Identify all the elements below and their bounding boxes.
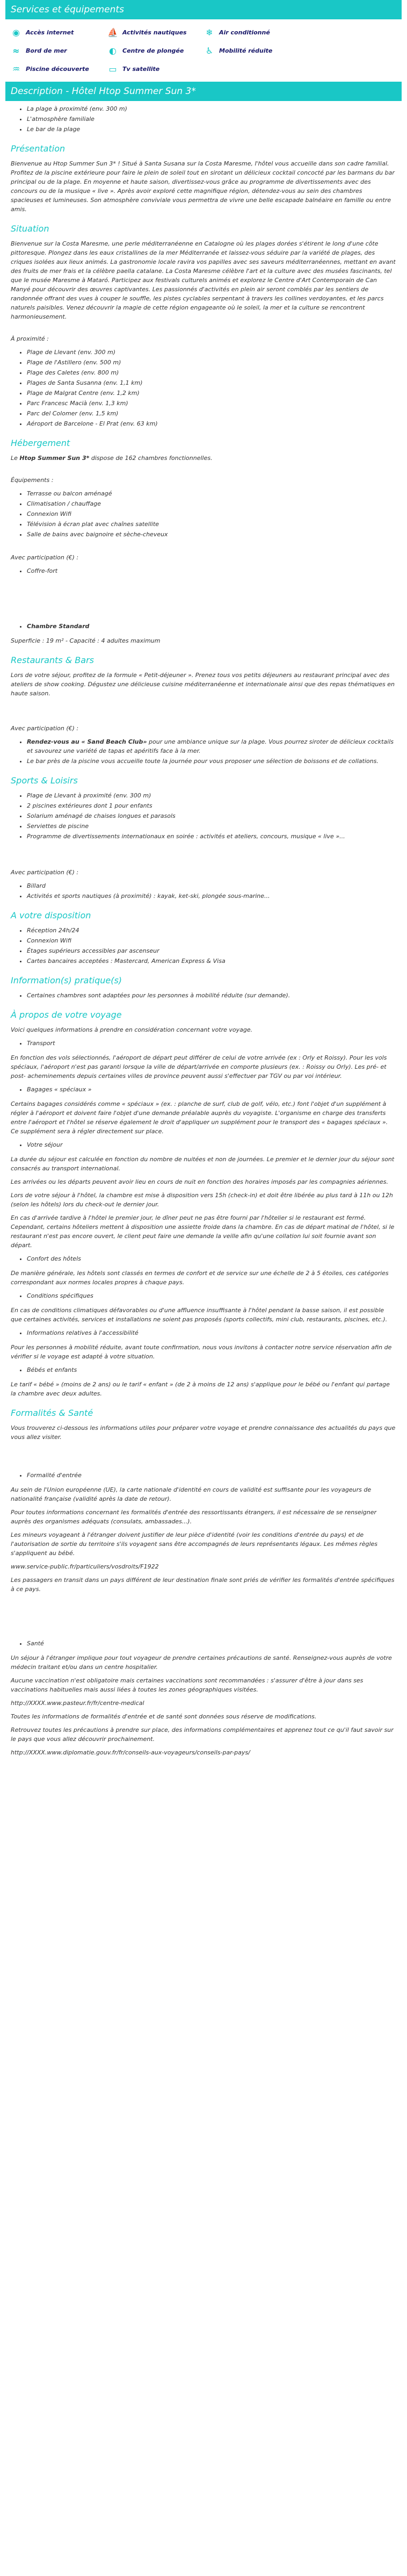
- admin-link[interactable]: www.service-public.fr/particuliers/vosdroits/F1922: [11, 1563, 159, 1570]
- sante-link-2[interactable]: http://XXXX.www.diplomatie.gouv.fr/fr/conseils-aux-voyageurs/conseils-par-pays/: [11, 1749, 250, 1756]
- subheading: • Conditions spécifiques: [27, 1291, 396, 1300]
- equipment-item: [11, 27, 107, 38]
- proximity-label: À proximité :: [11, 335, 49, 342]
- room-info: Superficie : 19 m² - Capacité : 4 adultes maximum: [11, 637, 161, 644]
- infos-list: [27, 991, 396, 1000]
- restaurants-list: [27, 737, 396, 766]
- list-item: • La plage à proximité (env. 300 m): [27, 104, 396, 113]
- voyage-bebe: [27, 1365, 396, 1375]
- list-item: • Cartes bancaires acceptées : Mastercard, American Express & Visa: [27, 956, 396, 966]
- sejour-text-4: En cas d'arrivée tardive à l'hôtel le premier jour, le dîner peut ne pas être fourni par l'hôtelier si le restaurant est fermé. Cependant, certains hôteliers mettent à disposition une assiette froide dans la chambre. En cas de départ matinal de l'hôtel, si le restaurant n'est pas encore ouvert, le client peut faire une demande la veille afin qu'une collation lui soit fournie avant son départ.: [11, 1214, 395, 1249]
- list-item: • Plage des Caletes (env. 800 m): [27, 368, 396, 377]
- list-item: • Coffre-fort: [27, 566, 396, 575]
- sante-text-3: Toutes les informations de formalités d'entrée et de santé sont données sous réserve de modifications.: [11, 1713, 317, 1720]
- sante-link-1[interactable]: http://XXXX.www.pasteur.fr/fr/centre-medical: [11, 1700, 144, 1707]
- subheading: • Bébés et enfants: [27, 1365, 396, 1375]
- bebe-text: Le tarif « bébé » (moins de 2 ans) ou le tarif « enfant » (de 2 à moins de 12 ans) s'applique pour le bébé ou l'enfant qui partage la chambre avec deux adultes.: [11, 1381, 390, 1397]
- voyage-intro: Voici quelques informations à prendre en considération concernant votre voyage.: [11, 1026, 253, 1033]
- sejour-text-1: La durée du séjour est calculée en fonction du nombre de nuitées et non de journées. Le premier et le dernier jour du séjour sont consacrés au transport international.: [11, 1156, 395, 1172]
- voyage-title: À propos de votre voyage: [11, 1010, 122, 1020]
- equipment-item: [107, 45, 204, 56]
- hebergement-title: Hébergement: [11, 438, 70, 448]
- subheading: • Transport: [27, 1039, 396, 1048]
- proximity-list: [27, 348, 396, 428]
- list-item: • Activités et sports nautiques (à proximité) : kayak, ket-ski, plongée sous-marine...: [27, 891, 396, 901]
- sports-list: [27, 791, 396, 841]
- tv-icon: ▭: [108, 63, 117, 74]
- disposition-list: [27, 926, 396, 966]
- room-type: • Chambre Standard: [27, 622, 396, 631]
- list-item: • Serviettes de piscine: [27, 822, 396, 831]
- voyage-conditions: [27, 1291, 396, 1300]
- presentation-title: Présentation: [11, 143, 66, 154]
- equipment-label: Piscine découverte: [26, 65, 89, 73]
- subheading: • Confort des hôtels: [27, 1254, 396, 1263]
- admin-text-1: Au sein de l'Union européenne (UE), la carte nationale d'identité en cours de validité est suffisante pour les voyageurs de nationalité française (validité après la date de retour).: [11, 1486, 372, 1502]
- disposition-title: A votre disposition: [11, 910, 91, 920]
- sejour-text-3: Lors de votre séjour à l'hôtel, la chambre est mise à disposition vers 15h (check-in) et doit être libérée au plus tard à 11h ou 12h (selon les hôtels) lors du check-out le dernier jour.: [11, 1192, 393, 1208]
- list-item: • L'atmosphère familiale: [27, 114, 396, 124]
- hebergement-equip-list: [27, 489, 396, 539]
- restaurants-title: Restaurants & Bars: [11, 655, 94, 665]
- description-banner: Description - Hôtel Htop Summer Sun 3*: [5, 82, 402, 101]
- hebergement-supplement-label: Avec participation (€) :: [11, 554, 79, 561]
- list-item: • Climatisation / chauffage: [27, 499, 396, 508]
- list-item: • Terrasse ou balcon aménagé: [27, 489, 396, 498]
- list-item: • 2 piscines extérieures dont 1 pour enfants: [27, 801, 396, 810]
- access-text: Pour les personnes à mobilité réduite, avant toute confirmation, nous vous invitons à contacter notre service réservation afin de vérifier si le voyage est adapté à votre situation.: [11, 1344, 392, 1360]
- voyage-sejour: [27, 1140, 396, 1149]
- snowflake-icon: ❄: [206, 27, 213, 38]
- voyage-confort: [27, 1254, 396, 1263]
- formalites-title: Formalités & Santé: [11, 1408, 93, 1418]
- equipments-grid: [0, 19, 407, 82]
- sante-text-4: Retrouvez toutes les précautions à prendre sur place, des informations complémentaires et apprenez tout ce qu'il faut savoir sur le pays que vous allez découvrir prochainement.: [11, 1726, 394, 1743]
- sports-title: Sports & Loisirs: [11, 775, 78, 786]
- list-item: • Connexion Wifi: [27, 936, 396, 945]
- equipment-label: Tv satellite: [122, 65, 160, 73]
- infos-title: Information(s) pratique(s): [11, 975, 122, 985]
- list-item: • Aéroport de Barcelone - El Prat (env. 63 km): [27, 419, 396, 428]
- sante-text-1: Un séjour à l'étranger implique pour tout voyageur de prendre certaines précautions de santé. Renseignez-vous auprès de votre médecin traitant et/ou dans un centre hospitalier.: [11, 1654, 392, 1671]
- equipment-label: Air conditionné: [219, 28, 270, 36]
- sejour-text-2: Les arrivées ou les départs peuvent avoir lieu en cours de nuit en fonction des horaires imposés par les compagnies aériennes.: [11, 1178, 388, 1185]
- list-item: • Plage de Malgrat Centre (env. 1,2 km): [27, 388, 396, 398]
- formalites-admin: [27, 1471, 396, 1480]
- pool-icon: ♒: [12, 63, 20, 74]
- list-item: • Télévision à écran plat avec chaînes satellite: [27, 520, 396, 529]
- hebergement-equip-label: Équipements :: [11, 477, 54, 484]
- wheelchair-icon: ♿: [205, 45, 214, 56]
- equipment-item: [107, 27, 204, 38]
- diving-icon: ◐: [109, 45, 117, 56]
- admin-text-4: Les passagers en transit dans un pays différent de leur destination finale sont priés de vérifier les formalités d'entrée spécifiques à ce pays.: [11, 1577, 395, 1593]
- equipment-item: [11, 63, 107, 74]
- highlights-list: [27, 104, 396, 134]
- equipment-item: [107, 63, 204, 74]
- equipment-label: Mobilité réduite: [219, 47, 273, 54]
- sports-supplement-list: [27, 881, 396, 901]
- admin-text-3: Les mineurs voyageant à l'étranger doivent justifier de leur pièce d'identité (voir les conditions d'entrée du pays) et de l'autorisation de sortie du territoire s'ils voyagent sans être accompagnés de leurs représentants légaux. Les mêmes règles s'appliquent au bébé.: [11, 1531, 377, 1557]
- sante-text-2: Aucune vaccination n'est obligatoire mais certaines vaccinations sont recommandées : s'assurer d'être à jour dans ses vaccinations habituelles mais aussi liées à toutes les zones géographiques visitées.: [11, 1677, 364, 1693]
- description-content: [0, 104, 407, 1757]
- subheading: • Votre séjour: [27, 1140, 396, 1149]
- wifi-icon: ◉: [12, 27, 20, 38]
- list-item: • Billard: [27, 881, 396, 890]
- list-item: • Plage de l'Astillero (env. 500 m): [27, 358, 396, 367]
- subheading: • Informations relatives à l'accessibilité: [27, 1328, 396, 1337]
- boat-icon: ⛵: [107, 27, 118, 38]
- situation-text: Bienvenue sur la Costa Maresme, une perle méditerranéenne en Catalogne où les plages dorées s'étirent le long d'une côte pittoresque. Plongez dans les eaux cristallines de la mer Méditerranée et laissez-vous séduire par la variété de plages, des criques isolées aux lieux animés. La gastronomie locale ravira vos papilles avec ses saveurs méditerranéennes, mettant en avant des fruits de mer frais et la célèbre paella catalane. La Costa Maresme célèbre l'art et la culture avec des musées fascinants, tel que le musée Maresme à Mataró. Participez aux festivals culturels animés et explorez le Centre d'Art Contemporain de Can Manyé pour découvrir des œuvres captivantes. Les passionnés d'activités en plein air seront comblés par les sentiers de randonnée offrant des vues à couper le souffle, les pistes cyclables serpentant à travers les collines verdoyantes, et les parcs naturels paisibles. Venez découvrir la magie de cette région engageante où le soleil, la mer et la culture se rencontrent harmonieusement.: [11, 240, 396, 320]
- voyage-transport: [27, 1039, 396, 1048]
- equipments-banner: Services et équipements: [5, 0, 402, 19]
- list-item: • Certaines chambres sont adaptées pour les personnes à mobilité réduite (sur demande).: [27, 991, 396, 1000]
- list-item: • Étages supérieurs accessibles par ascenseur: [27, 946, 396, 955]
- list-item: • Salle de bains avec baignoire et sèche-cheveux: [27, 530, 396, 539]
- formalites-intro: Vous trouverez ci-dessous les informations utiles pour préparer votre voyage et prendre connaissance des actualités du pays que vous allez visiter.: [11, 1424, 396, 1441]
- list-item: • Réception 24h/24: [27, 926, 396, 935]
- list-item: • Plage de Llevant (env. 300 m): [27, 348, 396, 357]
- list-item: • Plage de Llevant à proximité (env. 300 m): [27, 791, 396, 800]
- equipment-label: Accès internet: [26, 28, 74, 36]
- equipment-label: Bord de mer: [26, 47, 67, 54]
- list-item: • Solarium aménagé de chaises longues et parasols: [27, 811, 396, 821]
- formalites-sante: [27, 1639, 396, 1648]
- subheading: • Formalité d'entrée: [27, 1471, 396, 1480]
- list-item: • Parc del Colomer (env. 1,5 km): [27, 409, 396, 418]
- hebergement-supplement-list: [27, 566, 396, 575]
- hebergement-intro: Le Htop Summer Sun 3* dispose de 162 chambres fonctionnelles.: [11, 455, 213, 462]
- equipment-item: [11, 45, 107, 56]
- room-type-list: [27, 622, 396, 631]
- equipment-item: [204, 27, 301, 38]
- subheading: • Santé: [27, 1639, 396, 1648]
- voyage-access: [27, 1328, 396, 1337]
- sports-supplement-label: Avec participation (€) :: [11, 869, 79, 876]
- list-item: • Connexion Wifi: [27, 509, 396, 519]
- restaurants-text: Lors de votre séjour, profitez de la formule « Petit-déjeuner ». Prenez tous vos petits déjeuners au restaurant principal avec des ateliers de show cooking. Dégustez une délicieuse cuisine méditerranéenne et internationale ainsi que des repas thématiques en haute saison.: [11, 672, 395, 697]
- list-item: • Le bar de la plage: [27, 125, 396, 134]
- list-item: • Programme de divertissements internationaux en soirée : activités et ateliers, concours, musique « live »...: [27, 832, 396, 841]
- presentation-text: Bienvenue au Htop Summer Sun 3* ! Situé à Santa Susana sur la Costa Maresme, l'hôtel vous accueille dans son cadre familial. Profitez de la piscine extérieure pour faire le plein de soleil tout en sirotant un délicieux cocktail concocté par les barmans du bar principal ou de la plage. En moyenne et haute saison, divertissez-vous grâce au programme de divertissements avec des concours ou de la musique « live ». Après avoir exploré cette magnifique région, détendez-vous au sein des chambres spacieuses et lumineuses. Son atmosphère conviviale vous permettra de vivre une belle escapade balnéaire en famille ou entre amis.: [11, 160, 395, 213]
- wave-icon: ≈: [12, 45, 20, 56]
- equipment-label: Centre de plongée: [122, 47, 184, 54]
- list-item: • Parc Francesc Macià (env. 1,3 km): [27, 399, 396, 408]
- conditions-text: En cas de conditions climatiques défavorables ou d'une affluence insuffisante à l'hôtel pendant la basse saison, il est possible que certaines activités, services et installations ne soient pas proposés (sports collectifs, mini club, restaurants, piscines, etc.).: [11, 1307, 388, 1323]
- equipment-item: [204, 45, 301, 56]
- confort-text: De manière générale, les hôtels sont classés en termes de confort et de service sur une échelle de 2 à 5 étoiles, ces catégories correspondant aux normes locales propres à chaque pays.: [11, 1270, 389, 1286]
- list-item: • Plages de Santa Susanna (env. 1,1 km): [27, 378, 396, 387]
- subheading: • Bagages « spéciaux »: [27, 1085, 396, 1094]
- transport-text: En fonction des vols sélectionnés, l'aéroport de départ peut différer de celui de votre arrivée (ex : Orly et Roissy). Pour les vols spéciaux, l'aéroport n'est pas garanti lorsque la ville de départ/arrivée en comporte plusieurs (ex. : Roissy ou Orly). Les pré- et post- acheminements depuis certaines villes de province peuvent aussi s'effectuer par TGV ou par voi intérieur.: [11, 1054, 387, 1080]
- equipment-label: Activités nautiques: [122, 28, 187, 36]
- list-item: • Le bar près de la piscine vous accueille toute la journée pour vous proposer une sélection de boissons et de collations.: [27, 757, 396, 766]
- bagages-text: Certains bagages considérés comme « spéciaux » (ex. : planche de surf, club de golf, vélo, etc.) font l'objet d'un supplément à régler à l'aéroport et doivent faire l'objet d'une demande préalable auprès du voyagiste. L'organisme en charge des transferts entre l'aéroport et l'hôtel se réserve également le droit d'appliquer un supplément pour le transport des « bagages spéciaux ». Ce supplément sera à régler directement sur place.: [11, 1100, 388, 1135]
- admin-text-2: Pour toutes informations concernant les formalités d'entrée des ressortissants étrangers, il est nécessaire de se renseigner auprès des organismes adéquats (consulats, ambassades...).: [11, 1509, 377, 1525]
- list-item: • Rendez-vous au « Sand Beach Club» pour une ambiance unique sur la plage. Vous pourrez siroter de délicieux cocktails et savourez une variété de tapas et apéritifs face à la mer.: [27, 737, 396, 755]
- voyage-bagages: [27, 1085, 396, 1094]
- restaurants-supplement-label: Avec participation (€) :: [11, 725, 79, 732]
- situation-title: Situation: [11, 224, 49, 234]
